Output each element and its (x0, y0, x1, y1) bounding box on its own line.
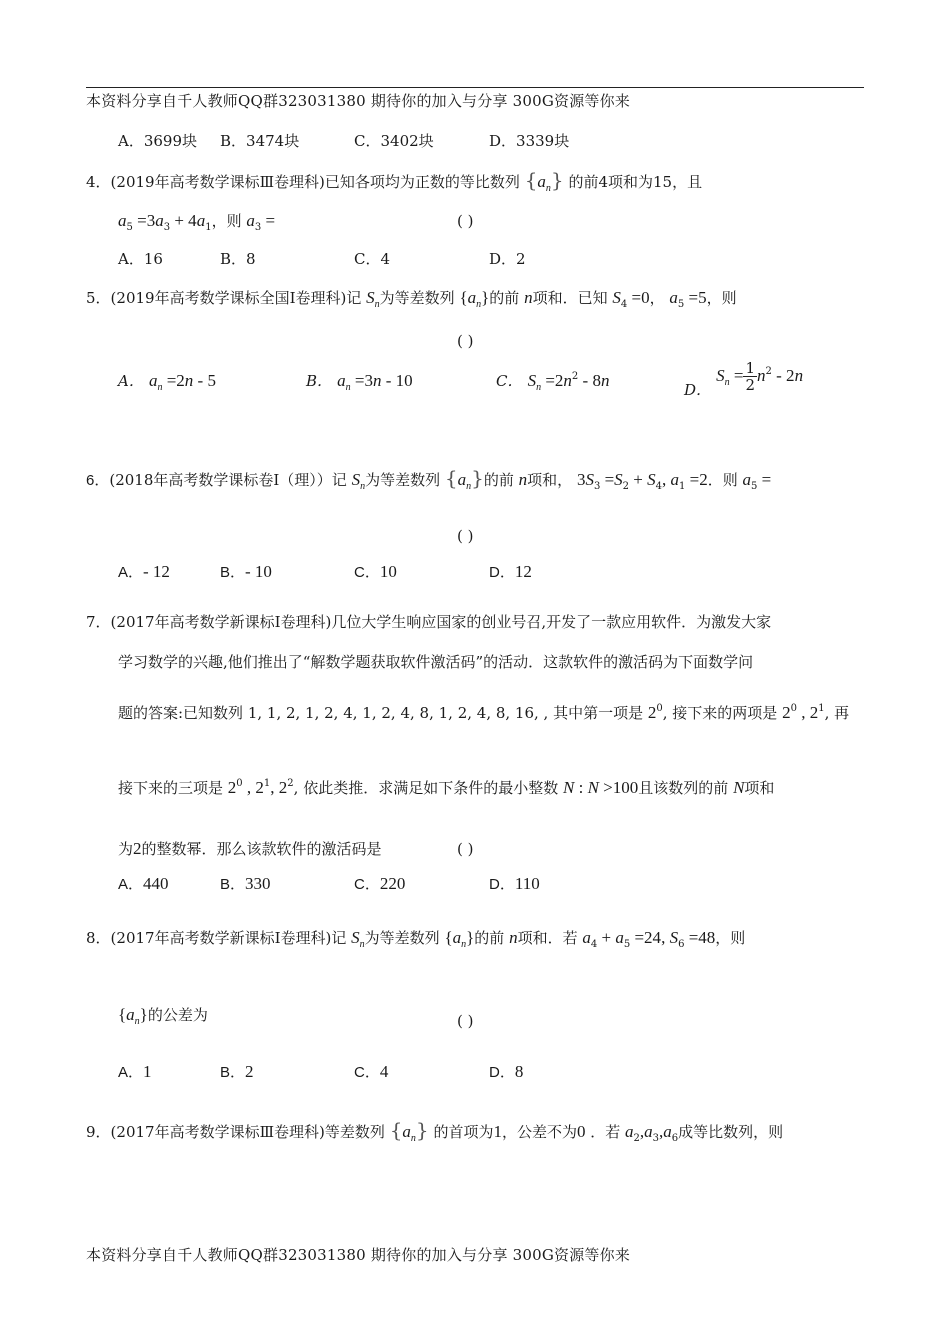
q5-text-3: 的前 (489, 289, 520, 307)
q6-option-b: B．- 10 (220, 562, 272, 581)
q8-number: 8． (86, 929, 111, 947)
q8-option-b: B．2 (220, 1062, 254, 1081)
q5-stem: 5．(2019年高考数学课标全国Ⅰ卷理科)记 $S_n$为等差数列 $\{a_n\}$的前 n项和．已知 $S_4 =0$， $a_5 =5$，则 (86, 288, 737, 310)
q8-option-a: A．1 (118, 1062, 152, 1081)
q4-option-c: C．4 (354, 250, 391, 268)
q6-text-2: 为等差数列 (365, 472, 441, 489)
q3-option-c: C．3402块 (354, 132, 434, 150)
q6-text-5: ．则 (707, 472, 738, 489)
q5-text-1: (2019年高考数学课标全国Ⅰ卷理科)记 (110, 289, 362, 307)
q8-line-2: $\{a_n\}$的公差为 (118, 1005, 208, 1027)
q5-option-d: D． $S_n$ = $\frac{1}{2}$ $n^2 - 2n$ (684, 359, 804, 399)
q9-stem: 9．(2017年高考数学课标Ⅲ卷理科)等差数列 $\{a_n\}$ 的首项为1，公差不为0 ．若 $a_2,a_3,a_6$成等比数列，则 (86, 1118, 784, 1144)
q4-option-a: A．16 (118, 250, 163, 268)
q3-option-a: A．3699块 (118, 132, 198, 150)
q4-stem: 4．(2019年高考数学课标Ⅲ卷理科)已知各项均为正数的等比数列 $\{a_n\}$ 的前4项和为15，且 (86, 168, 703, 194)
q6-text-4: 项和， (527, 472, 573, 489)
q7-answer-blank: ( ) (457, 840, 474, 858)
q5-text-6: ，则 (706, 289, 737, 307)
q7-number: 7． (86, 613, 111, 631)
q5-text-2: 为等差数列 (379, 289, 455, 307)
page-header: 本资料分享自千人教师QQ群323031380 期待你的加入与分享 300G资源等你来 (86, 92, 631, 110)
q6-answer-blank: ( ) (457, 527, 474, 545)
q7-line-2: 学习数学的兴趣,他们推出了“解数学题获取软件激活码”的活动．这款软件的激活码为下面数学问 (118, 653, 754, 671)
q5-number: 5． (86, 289, 111, 307)
q7-line-3: 题的答案:已知数列 1, 1, 2, 1, 2, 4, 1, 2, 4, 8, 1, 2, 4, 8, 16, , 其中第一项是 $2^0$, 接下来的两项是 $2^0$ , $2^1$, 再 (118, 703, 850, 722)
q4-number: 4． (86, 173, 111, 191)
q4-text-2: 的前4项和为15，且 (568, 173, 703, 191)
q7-option-b: B．330 (220, 874, 271, 893)
q4-option-b: B．8 (220, 250, 256, 268)
q7-option-a: A．440 (118, 874, 169, 893)
q8-option-d: D．8 (489, 1062, 524, 1081)
q4-answer-blank: ( ) (457, 212, 474, 230)
q4-cond-text: ，则 (211, 212, 242, 230)
header-rule (86, 87, 864, 88)
q8-answer-blank: ( ) (457, 1012, 474, 1030)
q5-text-5: ， (649, 289, 665, 307)
q7-line-1: 7．(2017年高考数学新课标Ⅰ卷理科)几位大学生响应国家的创业号召,开发了一款应用软件．为激发大家 (86, 613, 772, 631)
q8-option-c: C．4 (354, 1062, 389, 1081)
q6-option-a: A．- 12 (118, 562, 170, 581)
q6-stem: 6．(2018年高考数学课标卷Ⅰ（理））记 $S_n$为等差数列 $\{a_n\}$的前 n项和， $3S_3 =S_2 + S_4$, $a_1 =2$．则 $a_5$ = (86, 466, 772, 492)
q7-option-c: C．220 (354, 874, 406, 893)
q5-option-a: A． $a_n =2n - 5$ (118, 371, 216, 393)
q8-stem: 8．(2017年高考数学新课标Ⅰ卷理科)记 $S_n$为等差数列 $\{a_n\}$的前 n项和．若 $a_4 + a_5 =24$, $S_6 =48$，则 (86, 928, 746, 950)
q5-option-c: C． $S_n =2n^2 - 8n$ (496, 371, 610, 393)
q4-condition: $a_5 =3a_3 + 4a_1$，则 $a_3$ = (118, 211, 276, 233)
q6-text-1: (2018年高考数学课标卷Ⅰ（理））记 (109, 471, 347, 489)
q5-text-4: 项和．已知 (532, 289, 608, 307)
q5-option-b: B． $a_n =3n - 10$ (306, 371, 413, 393)
q7-line-5: 为2的整数幂．那么该款软件的激活码是 (118, 839, 382, 858)
q9-number: 9． (86, 1123, 111, 1141)
q3-option-d: D．3339块 (489, 132, 570, 150)
q7-option-d: D．110 (489, 874, 540, 893)
q6-text-3: 的前 (483, 472, 514, 489)
q7-line-4: 接下来的三项是 $2^0$ , $2^1$, $2^2$, 依此类推．求满足如下条件的最小整数 N : N >100且该数列的前 N项和 (118, 778, 775, 797)
q3-option-b: B．3474块 (220, 132, 300, 150)
q6-number: 6． (86, 472, 110, 489)
q6-option-d: D．12 (489, 562, 532, 581)
page-footer: 本资料分享自千人教师QQ群323031380 期待你的加入与分享 300G资源等你来 (86, 1246, 631, 1264)
q6-option-c: C．10 (354, 562, 397, 581)
q4-option-d: D．2 (489, 250, 526, 268)
q5-answer-blank: ( ) (457, 332, 474, 350)
q4-text-1: (2019年高考数学课标Ⅲ卷理科)已知各项均为正数的等比数列 (110, 173, 520, 191)
